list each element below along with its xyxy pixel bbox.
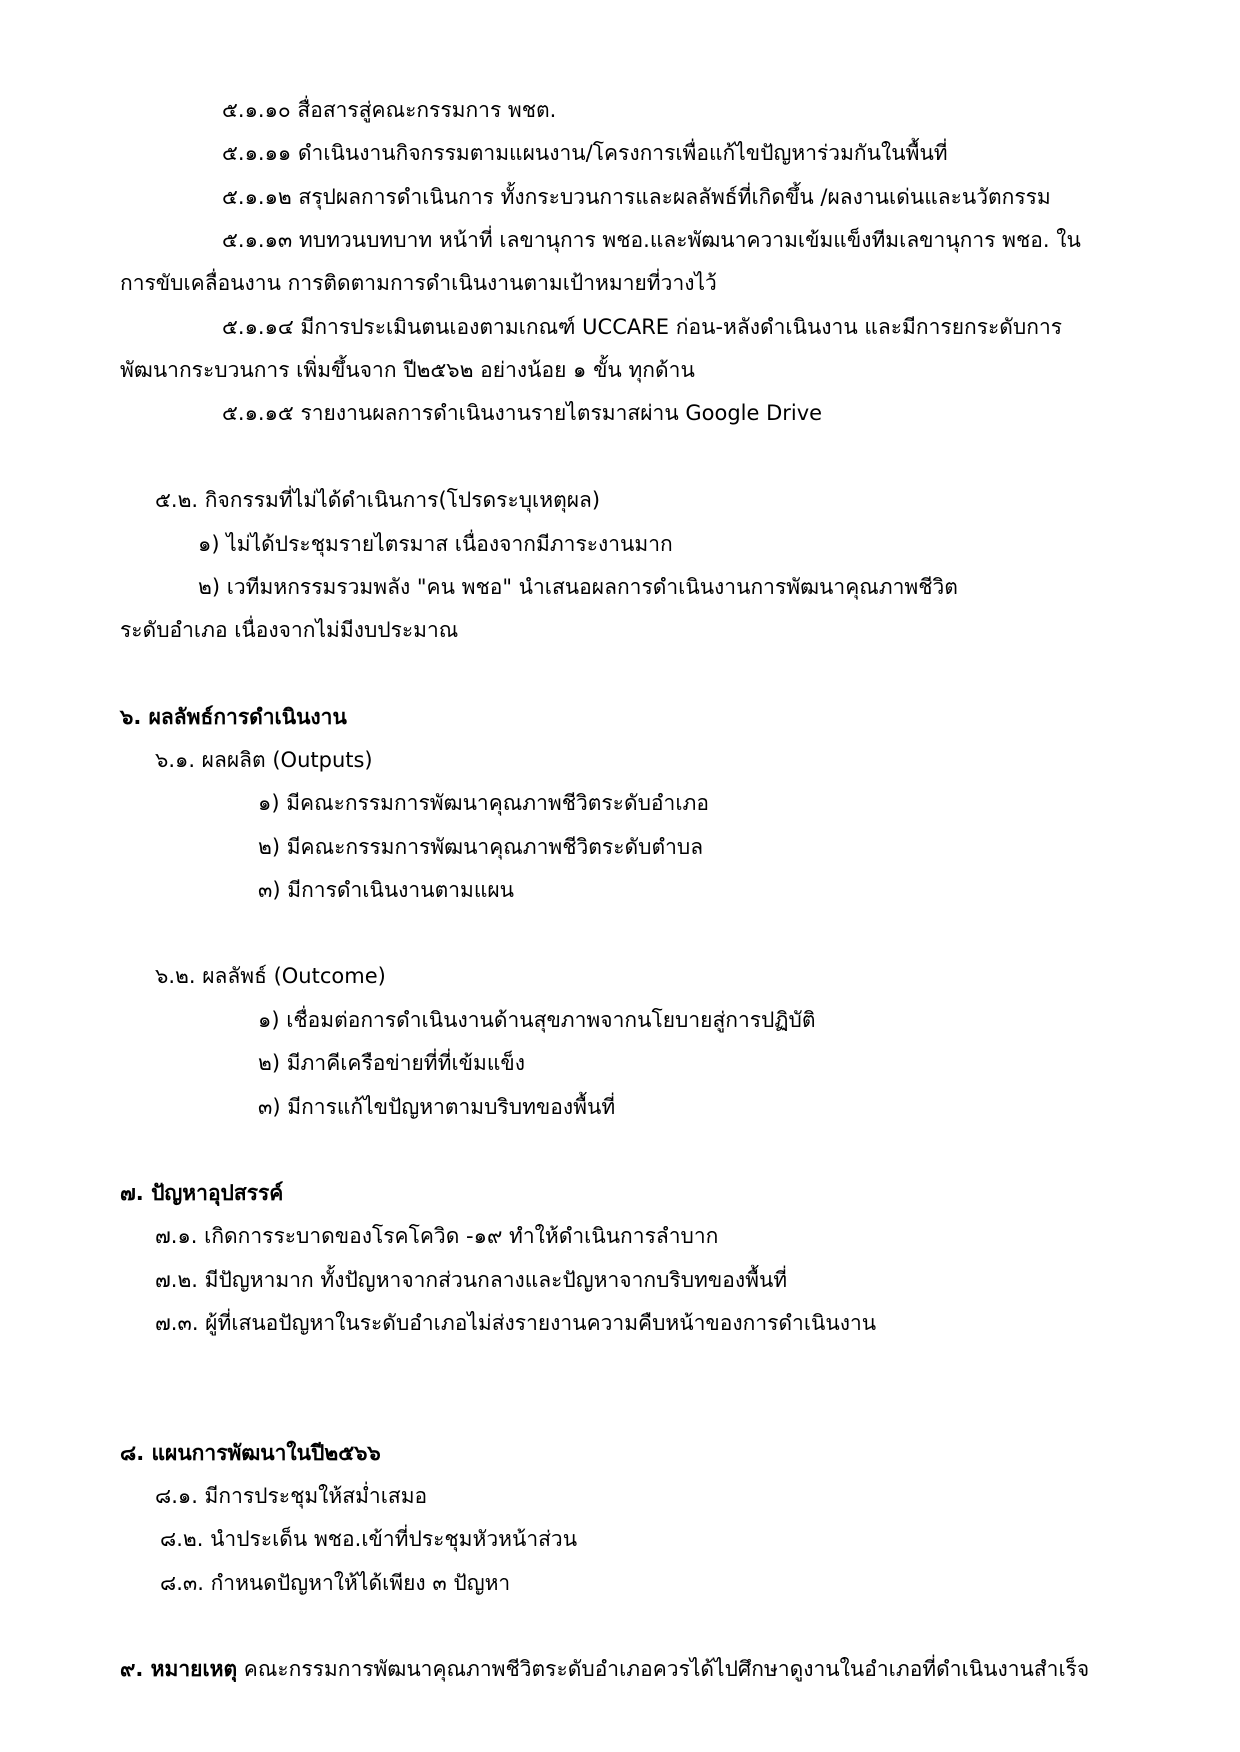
section-8-heading: ๘. แผนการพัฒนาในปี๒๕๖๖	[120, 1441, 381, 1465]
item-5-1-10: ๕.๑.๑๐ สื่อสารสู่คณะกรรมการ พชต.	[222, 98, 557, 122]
item-5-1-13-line2: การขับเคลื่อนงาน การติดตามการดำเนินงานตามเป้าหมายที่วางไว้	[120, 271, 717, 295]
problem-item: ๗.๑. เกิดการระบาดของโรคโควิด -๑๙ ทำให้ดำเนินการลำบาก	[155, 1224, 719, 1248]
output-item: ๓) มีการดำเนินงานตามแผน	[258, 878, 515, 902]
item-5-1-13-line1: ๕.๑.๑๓ ทบทวนบทบาท หน้าที่ เลขานุการ พชอ.และพัฒนาความเข้มแข็งทีมเลขานุการ พชอ. ใน	[222, 228, 1081, 252]
item-5-2-1: ๑) ไม่ได้ประชุมรายไตรมาส เนื่องจากมีภาระงานมาก	[198, 532, 673, 556]
plan-item: ๘.๒. นำประเด็น พชอ.เข้าที่ประชุมหัวหน้าส่วน	[160, 1527, 578, 1551]
outcome-item: ๑) เชื่อมต่อการดำเนินงานด้านสุขภาพจากนโยบายสู่การปฏิบัติ	[258, 1008, 816, 1032]
outcome-item: ๓) มีการแก้ไขปัญหาตามบริบทของพื้นที่	[258, 1095, 616, 1119]
item-5-2-2-line2: ระดับอำเภอ เนื่องจากไม่มีงบประมาณ	[120, 618, 459, 642]
outputs-heading: ๖.๑. ผลผลิต (Outputs)	[155, 748, 373, 772]
section-9-note	[120, 1655, 1089, 1683]
item-5-1-14-line2: พัฒนากระบวนการ เพิ่มขึ้นจาก ปี๒๕๖๒ อย่างน้อย ๑ ขั้น ทุกด้าน	[120, 358, 695, 382]
item-5-1-15: ๕.๑.๑๕ รายงานผลการดำเนินงานรายไตรมาสผ่าน Google Drive	[222, 401, 823, 425]
section-9-label: ๙. หมายเหตุ	[120, 1657, 238, 1681]
item-5-1-11: ๕.๑.๑๑ ดำเนินงานกิจกรรมตามแผนงาน/โครงการเพื่อแก้ไขปัญหาร่วมกันในพื้นที่	[222, 141, 948, 165]
problem-item: ๗.๒. มีปัญหามาก ทั้งปัญหาจากส่วนกลางและปัญหาจากบริบทของพื้นที่	[155, 1268, 788, 1292]
section-7-heading: ๗. ปัญหาอุปสรรค์	[120, 1181, 284, 1205]
item-5-1-14-line1: ๕.๑.๑๔ มีการประเมินตนเองตามเกณฑ์ UCCARE ก่อน-หลังดำเนินงาน และมีการยกระดับการ	[222, 315, 1063, 339]
item-5-1-12: ๕.๑.๑๒ สรุปผลการดำเนินการ ทั้งกระบวนการและผลลัพธ์ที่เกิดขึ้น /ผลงานเด่นและนวัตกรรม	[222, 185, 1051, 209]
item-5-2-2-line1: ๒) เวทีมหกรรมรวมพลัง "คน พชอ" นำเสนอผลการดำเนินงานการพัฒนาคุณภาพชีวิต	[198, 575, 958, 599]
outcome-heading: ๖.๒. ผลลัพธ์ (Outcome)	[155, 964, 386, 988]
outcome-item: ๒) มีภาคีเครือข่ายที่ที่เข้มแข็ง	[258, 1051, 526, 1075]
section-9-text: คณะกรรมการพัฒนาคุณภาพชีวิตระดับอำเภอควรได้ไปศึกษาดูงานในอำเภอที่ดำเนินงานสำเร็จ	[237, 1657, 1090, 1681]
output-item: ๒) มีคณะกรรมการพัฒนาคุณภาพชีวิตระดับตำบล	[258, 835, 704, 859]
section-5-2-heading: ๕.๒. กิจกรรมที่ไม่ได้ดำเนินการ(โปรดระบุเหตุผล)	[155, 488, 601, 512]
section-6-heading: ๖. ผลลัพธ์การดำเนินงาน	[120, 705, 347, 729]
plan-item: ๘.๑. มีการประชุมให้สม่ำเสมอ	[155, 1484, 428, 1508]
output-item: ๑) มีคณะกรรมการพัฒนาคุณภาพชีวิตระดับอำเภอ	[258, 791, 709, 815]
problem-item: ๗.๓. ผู้ที่เสนอปัญหาในระดับอำเภอไม่ส่งรายงานความคืบหน้าของการดำเนินงาน	[155, 1311, 877, 1335]
plan-item: ๘.๓. กำหนดปัญหาให้ได้เพียง ๓ ปัญหา	[160, 1571, 511, 1595]
